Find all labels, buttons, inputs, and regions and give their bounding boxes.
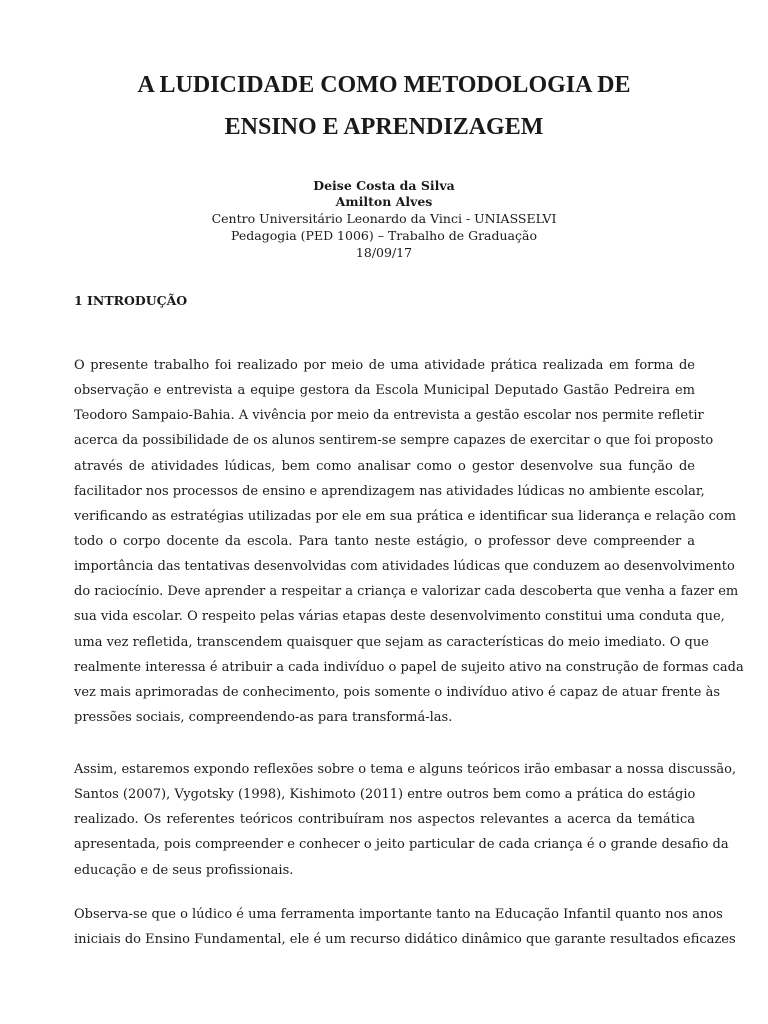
text-line: verificando as estratégias utilizadas por ele em sua prática e identificar sua liderança e relação com	[74, 508, 737, 524]
paragraph-2	[74, 757, 737, 883]
text-line: importância das tentativas desenvolvidas com atividades lúdicas que conduzem ao desenvolvimento	[74, 559, 735, 575]
text-line: uma vez refletida, transcendem quaisquer que sejam as características do meio imediato. O que	[74, 634, 709, 650]
text-line: sua vida escolar. O respeito pelas várias etapas deste desenvolvimento constitui uma conduta que,	[74, 609, 725, 625]
institution-name: Centro Universitário Leonardo da Vinci - UNIASSELVI	[211, 211, 557, 226]
text-line: realmente interessa é atribuir a cada indivíduo o papel de sujeito ativo na construção de formas cada	[74, 659, 744, 675]
text-line: O presente trabalho foi realizado por meio de uma atividade prática realizada em forma de	[74, 358, 695, 373]
text-line: Assim, estaremos expondo reflexões sobre o tema e alguns teóricos irão embasar a nossa discussão,	[74, 762, 737, 777]
author-name-2: Amilton Alves	[335, 194, 433, 209]
text-line: pressões sociais, compreendendo-as para transformá-las.	[74, 709, 453, 725]
course-info: Pedagogia (PED 1006) – Trabalho de Graduação	[231, 228, 537, 243]
document-title-line-2: ENSINO E APRENDIZAGEM	[224, 114, 544, 140]
text-line: educação e de seus profissionais.	[74, 862, 294, 878]
document-title-line-1: A LUDICIDADE COMO METODOLOGIA DE	[137, 72, 631, 98]
text-line: vez mais aprimoradas de conhecimento, pois somente o indivíduo ativo é capaz de atuar frente às	[74, 684, 721, 700]
text-line: através de atividades lúdicas, bem como analisar como o gestor desenvolve sua função de	[74, 458, 695, 474]
text-line: iniciais do Ensino Fundamental, ele é um recurso didático dinâmico que garante resultados eficazes	[74, 932, 736, 948]
section-heading: 1 INTRODUÇÃO	[74, 293, 188, 308]
document-date: 18/09/17	[355, 245, 413, 260]
text-line: Teodoro Sampaio-Bahia. A vivência por meio da entrevista a gestão escolar nos permite refletir	[74, 408, 704, 424]
text-line: Santos (2007), Vygotsky (1998), Kishimoto (2011) entre outros bem como a prática do estágio	[74, 787, 696, 803]
text-line: todo o corpo docente da escola. Para tanto neste estágio, o professor deve compreender a	[74, 533, 695, 549]
text-line: observação e entrevista a equipe gestora da Escola Municipal Deputado Gastão Pedreira em	[74, 383, 695, 399]
text-line: realizado. Os referentes teóricos contribuíram nos aspectos relevantes a acerca da temática	[74, 812, 695, 828]
text-line: Observa-se que o lúdico é uma ferramenta importante tanto na Educação Infantil quanto nos anos	[74, 907, 723, 922]
text-line: apresentada, pois compreender e conhecer o jeito particular de cada criança é o grande desafio da	[74, 837, 729, 853]
text-line: do raciocínio. Deve aprender a respeitar a criança e valorizar cada descoberta que venha a fazer em	[74, 584, 739, 600]
paragraph-1	[74, 353, 744, 730]
paragraph-3	[74, 902, 736, 952]
author-name-1: Deise Costa da Silva	[313, 178, 455, 193]
text-line: acerca da possibilidade de os alunos sentirem-se sempre capazes de exercitar o que foi proposto	[74, 433, 714, 449]
text-line: facilitador nos processos de ensino e aprendizagem nas atividades lúdicas no ambiente escolar,	[74, 483, 705, 499]
